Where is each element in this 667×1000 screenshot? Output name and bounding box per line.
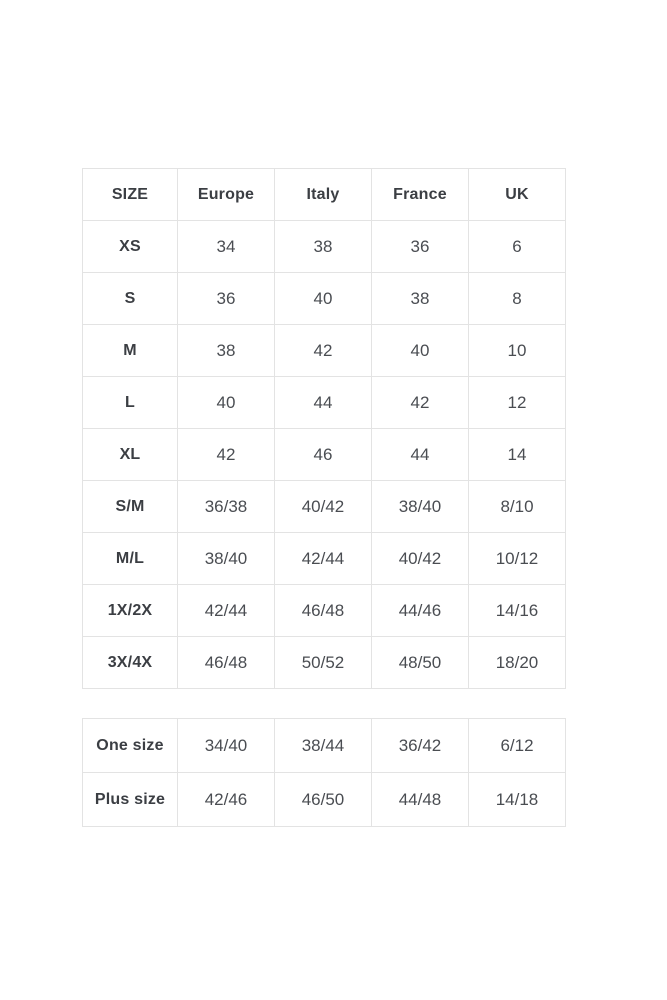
value-cell: 50/52 [275,637,372,689]
table-row [83,273,566,325]
table-row [83,377,566,429]
value-cell: 42/44 [178,585,275,637]
size-label-cell: L [83,377,178,429]
value-cell: 44/46 [372,585,469,637]
column-header: France [372,169,469,221]
value-cell: 44/48 [372,773,469,827]
value-cell: 38/40 [372,481,469,533]
table-row [83,773,566,827]
value-cell: 6/12 [469,719,566,773]
value-cell: 14/16 [469,585,566,637]
value-cell: 42 [372,377,469,429]
value-cell: 36/38 [178,481,275,533]
value-cell: 40 [275,273,372,325]
value-cell: 46/48 [178,637,275,689]
size-label-cell: XS [83,221,178,273]
size-label-cell: S [83,273,178,325]
table-row [83,481,566,533]
value-cell: 40 [372,325,469,377]
value-cell: 36 [178,273,275,325]
table-row [83,637,566,689]
table-row [83,221,566,273]
value-cell: 36 [372,221,469,273]
value-cell: 18/20 [469,637,566,689]
value-cell: 42/44 [275,533,372,585]
value-cell: 46 [275,429,372,481]
column-header: SIZE [83,169,178,221]
value-cell: 42 [275,325,372,377]
value-cell: 34/40 [178,719,275,773]
value-cell: 10/12 [469,533,566,585]
size-conversion-table [82,168,566,689]
value-cell: 12 [469,377,566,429]
value-cell: 10 [469,325,566,377]
value-cell: 34 [178,221,275,273]
value-cell: 48/50 [372,637,469,689]
table-row [83,325,566,377]
value-cell: 46/48 [275,585,372,637]
value-cell: 40/42 [275,481,372,533]
value-cell: 8/10 [469,481,566,533]
alternate-table-body [83,719,566,827]
value-cell: 46/50 [275,773,372,827]
table-row [83,533,566,585]
value-cell: 8 [469,273,566,325]
size-label-cell: M/L [83,533,178,585]
size-table-head [83,169,566,221]
size-label-cell: M [83,325,178,377]
value-cell: 40/42 [372,533,469,585]
alternate-size-table [82,718,566,827]
value-cell: 42/46 [178,773,275,827]
size-label-cell: S/M [83,481,178,533]
value-cell: 38 [275,221,372,273]
value-cell: 44 [275,377,372,429]
table-row [83,429,566,481]
value-cell: 38 [178,325,275,377]
column-header: Italy [275,169,372,221]
value-cell: 14 [469,429,566,481]
size-chart-area [82,168,568,827]
value-cell: 38/44 [275,719,372,773]
value-cell: 38/40 [178,533,275,585]
table-row [83,719,566,773]
value-cell: 36/42 [372,719,469,773]
size-label-cell: One size [83,719,178,773]
column-header: UK [469,169,566,221]
size-label-cell: 1X/2X [83,585,178,637]
column-header: Europe [178,169,275,221]
header-row [83,169,566,221]
value-cell: 38 [372,273,469,325]
value-cell: 6 [469,221,566,273]
value-cell: 14/18 [469,773,566,827]
value-cell: 40 [178,377,275,429]
size-label-cell: Plus size [83,773,178,827]
value-cell: 44 [372,429,469,481]
size-label-cell: XL [83,429,178,481]
size-table-body [83,221,566,689]
size-label-cell: 3X/4X [83,637,178,689]
table-row [83,585,566,637]
value-cell: 42 [178,429,275,481]
